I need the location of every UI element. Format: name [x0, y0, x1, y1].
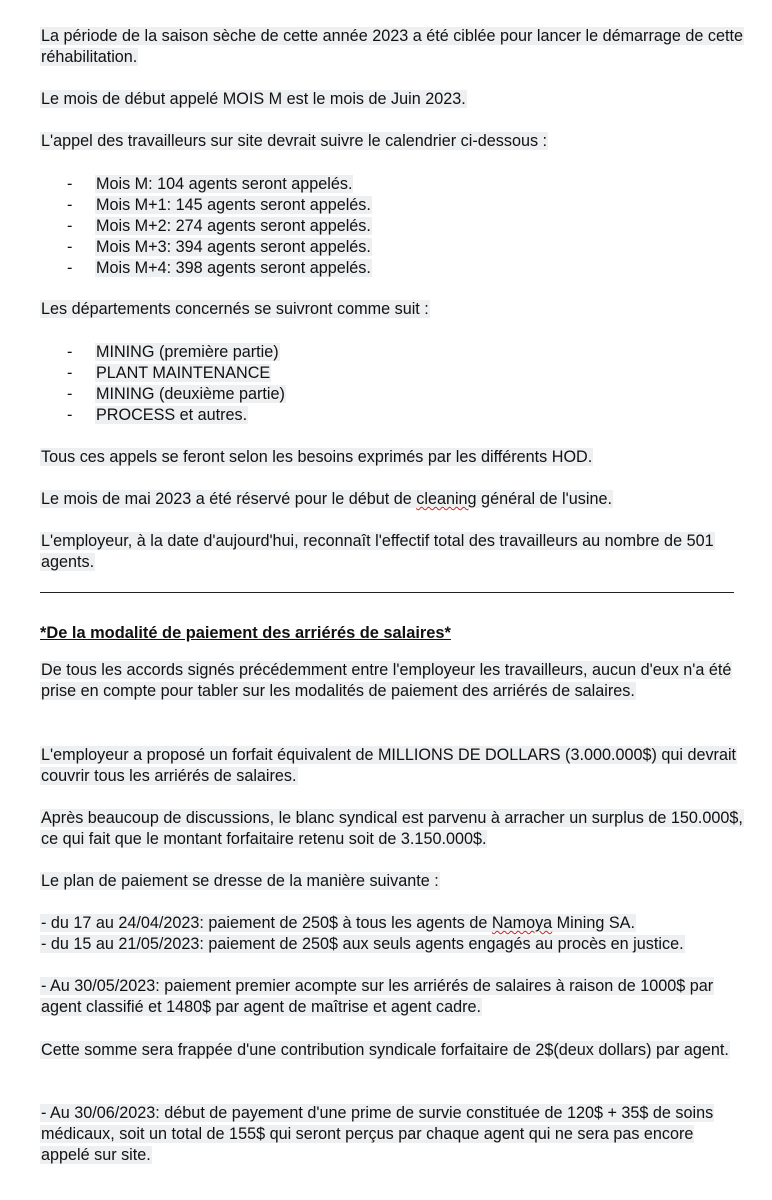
- calendar-list-item: [40, 237, 372, 258]
- calendar-list-item-text: Mois M+4: 398 agents seront appelés.: [96, 259, 371, 277]
- text-part: - du 17 au 24/04/2023: paiement de 250$ à tous les agents de: [41, 914, 492, 932]
- paragraph-plan-paiement: [40, 871, 745, 892]
- paragraph-effectif: [40, 531, 745, 573]
- dash-bullet: -: [67, 175, 73, 193]
- department-list-item: [40, 384, 286, 405]
- paragraph-text: Cette somme sera frappée d'une contribution syndicale forfaitaire de 2$(deux dollars) par agent.: [41, 1041, 729, 1059]
- paragraph-text: Les départements concernés se suivront comme suit :: [41, 300, 429, 318]
- calendar-list-item-text: Mois M+3: 394 agents seront appelés.: [96, 238, 371, 256]
- dash-bullet: -: [67, 238, 73, 256]
- payment-item-may: [40, 934, 745, 955]
- department-list-item: [40, 363, 286, 384]
- paragraph-text: L'appel des travailleurs sur site devrait suivre le calendrier ci-dessous :: [41, 132, 548, 150]
- department-list-item: [40, 342, 286, 363]
- paragraph-saison-seche: [40, 26, 745, 68]
- paragraph-text: Le mois de début appelé MOIS M est le mois de Juin 2023.: [41, 90, 466, 108]
- calendar-list-item-text: Mois M+1: 145 agents seront appelés.: [96, 196, 371, 214]
- paragraph-cleaning: [40, 489, 745, 510]
- paragraph-contribution-syndicale: [40, 1040, 745, 1061]
- dash-bullet: -: [67, 385, 73, 403]
- dash-bullet: -: [67, 217, 73, 235]
- calendar-list-item-text: Mois M: 104 agents seront appelés.: [96, 175, 353, 193]
- paragraph-text: L'employeur a proposé un forfait équivalent de MILLIONS DE DOLLARS (3.000.000$) qui devrait couvrir tous les arriérés de salaires.: [41, 746, 737, 785]
- paragraph-accords: [40, 660, 745, 702]
- payment-item-acompte: [40, 976, 745, 1018]
- calendar-list-item: [40, 216, 372, 237]
- calendar-list-item: [40, 195, 372, 216]
- dash-bullet: -: [67, 259, 73, 277]
- paragraph-text: Tous ces appels se feront selon les besoins exprimés par les différents HOD.: [41, 448, 593, 466]
- paragraph-text: La période de la saison sèche de cette année 2023 a été ciblée pour lancer le démarrage de cette réhabilitation.: [41, 27, 743, 66]
- paragraph-text: L'employeur, à la date d'aujourd'hui, reconnaît l'effectif total des travailleurs au nombre de 501 agents.: [41, 532, 714, 571]
- paragraph-text: [40, 914, 636, 932]
- paragraph-departements: [40, 299, 745, 320]
- calendar-list: [40, 174, 372, 279]
- payment-item-april: [40, 913, 745, 934]
- paragraph-text: [40, 490, 613, 508]
- paragraph-surplus: [40, 808, 745, 850]
- department-list-item-text: PLANT MAINTENANCE: [96, 364, 271, 382]
- paragraph-mois-m: [40, 89, 745, 110]
- department-list-item-text: PROCESS et autres.: [96, 406, 248, 424]
- dash-bullet: -: [67, 364, 73, 382]
- paragraph-text: - Au 30/06/2023: début de payement d'une prime de survie constituée de 120$ + 35$ de soins médicaux, soit un total de 155$ qui seront perçus par chaque agent qui ne sera pas encore appelé sur site.: [41, 1104, 714, 1164]
- dash-bullet: -: [67, 196, 73, 214]
- department-list-item-text: MINING (première partie): [96, 343, 279, 361]
- dash-bullet: -: [67, 406, 73, 424]
- paragraph-text: De tous les accords signés précédemment entre l'employeur les travailleurs, aucun d'eux n'a été prise en compte pour tabler sur les modalités de paiement des arriérés de salaires.: [41, 661, 732, 700]
- department-list-item: [40, 405, 286, 426]
- text-part: général de l'usine.: [476, 490, 612, 508]
- paragraph-text: Le plan de paiement se dresse de la manière suivante :: [41, 872, 439, 890]
- horizontal-divider: [40, 592, 734, 593]
- spellcheck-word: Namoya: [491, 914, 553, 932]
- departments-list: [40, 342, 286, 426]
- paragraph-text: - Au 30/05/2023: paiement premier acompte sur les arriérés de salaires à raison de 1000$ par agent classifié et 1480$ par agent de maîtrise et agent cadre.: [41, 977, 714, 1016]
- section-heading: *De la modalité de paiement des arriérés de salaires*: [40, 624, 451, 642]
- paragraph-text: Après beaucoup de discussions, le blanc syndical est parvenu à arracher un surplus de 150.000$, ce qui fait que le montant forfaitaire retenu soit de 3.150.000$.: [41, 809, 743, 848]
- calendar-list-item: [40, 174, 372, 195]
- paragraph-forfait: [40, 745, 745, 787]
- paragraph-besoins-hod: [40, 447, 745, 468]
- spellcheck-word: cleaning: [416, 490, 477, 508]
- paragraph-appel-travailleurs: [40, 131, 745, 152]
- text-part: Le mois de mai 2023 a été réservé pour le début de: [41, 490, 417, 508]
- paragraph-prime-survie: [40, 1103, 745, 1166]
- department-list-item-text: MINING (deuxième partie): [96, 385, 285, 403]
- dash-bullet: -: [67, 343, 73, 361]
- paragraph-text: - du 15 au 21/05/2023: paiement de 250$ aux seuls agents engagés au procès en justice.: [41, 935, 684, 953]
- calendar-list-item: [40, 258, 372, 279]
- calendar-list-item-text: Mois M+2: 274 agents seront appelés.: [96, 217, 371, 235]
- text-part: Mining SA.: [552, 914, 635, 932]
